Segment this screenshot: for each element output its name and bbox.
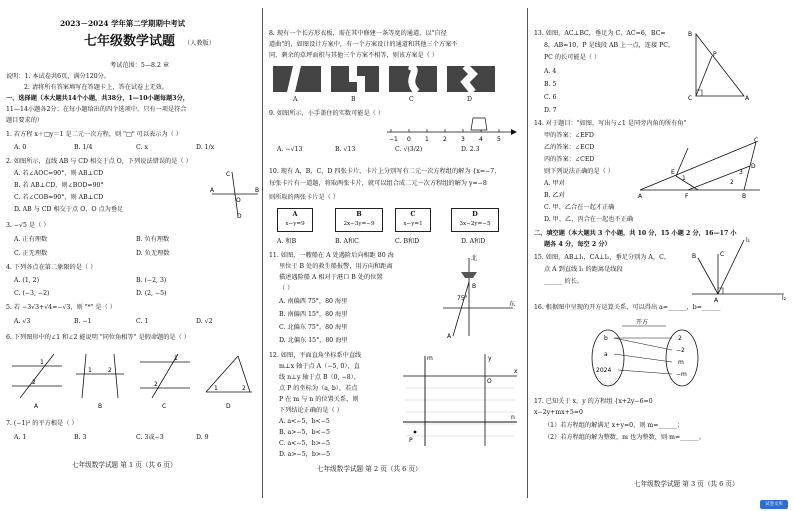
q12-line-2: m⊥x 轴于点 A（−5, 0），直 xyxy=(279,363,360,370)
q5-option-d: D. √2 xyxy=(196,318,213,325)
q12-point-p-label: P xyxy=(409,437,413,444)
q14-angle-2: 2 xyxy=(730,179,734,186)
q10-line-1: 10. 现有 A，B，C，D 四张卡片，卡片上分别写有二元一次方程组的解为 {x=−7， xyxy=(269,168,501,175)
q15-line-l2: l₂ xyxy=(782,295,787,302)
q1-option-d: D. 1/x xyxy=(196,144,215,151)
q14-option-b: B. 乙对 xyxy=(544,192,565,199)
card-d-equation: 3x−2y=−5 xyxy=(459,221,491,227)
card-d-head: D xyxy=(472,210,478,218)
instructions-1: 说明：1. 本试卷共6页，满分120分。 xyxy=(6,73,111,80)
q15-line-2: 点 A 到直线 l₁ 的距离是线段 xyxy=(544,266,623,273)
q14-option-a: A. 甲对 xyxy=(544,180,565,187)
q12-line-m-label: m xyxy=(427,355,433,362)
q12-coordinate-plane xyxy=(401,352,521,448)
svg-text:2: 2 xyxy=(242,385,246,392)
q6-label-d: D xyxy=(226,403,231,410)
svg-text:O: O xyxy=(236,197,241,204)
q11-option-d: D. 北偏东 15°，80 海里 xyxy=(279,337,348,344)
q6-label-a: A xyxy=(34,403,39,410)
section-2-line-1: 二、填空题（本大题共 3 个小题，共 10 分，15 小题 2 分，16—17 小 xyxy=(534,230,737,237)
q16-left-b: b xyxy=(604,335,608,342)
q5-option-a: A. √3 xyxy=(14,318,31,325)
q16-right-negm: −m xyxy=(676,371,687,378)
q9-tick-1: 1 xyxy=(425,136,429,143)
q10-option-d: D. A和D xyxy=(461,238,486,245)
q8-lawn-image-d xyxy=(447,66,495,92)
q17-line-2: x−2y+mx+5=0 xyxy=(534,409,583,416)
card-a-equation: x−y=9 xyxy=(285,221,305,227)
q11-line-1: 11. 如图，一艘船在 A 处遇险后向相距 80 海 xyxy=(269,252,394,259)
q7-option-c: C. 3或−3 xyxy=(136,434,164,441)
q13-point-b: B xyxy=(688,31,693,38)
q12-option-a: A. a<−5，b<−5 xyxy=(279,418,330,425)
q4-option-b: B. (−2, 3) xyxy=(136,277,167,284)
q2-option-c: C. 若∠COB=90°，则 AB⊥CD xyxy=(14,194,104,201)
q8-line-2: 道曲"的，如图设计方案中，有一个方案设计的通道和其他三个方案不 xyxy=(269,41,458,48)
q2-option-d: D. AB 与 CD 相交于点 O，O 点为垂足 xyxy=(14,206,124,213)
q16-mapping-diagram xyxy=(582,316,712,388)
page-3 xyxy=(530,0,794,511)
q14-option-c: C. 甲、乙合在一起才正确 xyxy=(544,204,615,211)
q9-tick-neg1: −1 xyxy=(389,136,398,143)
section-1-line-2: 11—14小题各2分；在每小题给出的四个选项中，只有一项是符合 xyxy=(6,106,187,113)
q15-point-a: A xyxy=(714,297,719,304)
svg-text:2: 2 xyxy=(32,379,36,386)
q11-line-4: （ ） xyxy=(279,285,294,292)
q6-label-b: B xyxy=(98,403,103,410)
edition-label: （人教版） xyxy=(184,40,215,47)
q12-option-c: C. a<−5，b>−5 xyxy=(279,440,330,447)
q10-option-c: C. B和D xyxy=(395,238,420,245)
q8-lawn-image-c xyxy=(389,66,437,92)
q1-option-c: C. x xyxy=(136,144,148,151)
svg-text:2: 2 xyxy=(154,381,158,388)
svg-text:A: A xyxy=(210,187,215,194)
q15-point-b: B xyxy=(692,253,697,260)
q12-origin-label: O xyxy=(487,378,492,385)
q8-label-d: D xyxy=(467,96,472,103)
page-1 xyxy=(0,0,264,511)
q1-option-a: A. 0 xyxy=(14,144,27,151)
q10-option-b: B. A和C xyxy=(335,238,359,245)
q1-option-b: B. 1/4 xyxy=(74,144,93,151)
q6-label-c: C xyxy=(162,403,167,410)
q2-option-b: B. 若 AB⊥CD，则∠BOD=90° xyxy=(14,182,104,189)
q10-line-2: 每张卡片有一道题，将取两张卡片，就可以组合成二元一次方程组的解为 y=−8 xyxy=(269,180,487,187)
q9-tick-4: 4 xyxy=(479,136,483,143)
q11-point-a-label: A xyxy=(447,333,452,340)
q12-line-4: 点 P 的坐标为（a, b），若点 xyxy=(279,385,358,392)
q3-option-d: D. 负无理数 xyxy=(136,250,170,257)
q5-option-c: C. 1 xyxy=(136,318,149,325)
q14-point-c: C xyxy=(754,137,759,144)
q10-card-b xyxy=(335,208,383,232)
q9-number-line xyxy=(387,118,517,142)
q12-x-axis-label: x xyxy=(514,368,518,375)
svg-text:B: B xyxy=(255,187,260,194)
q14-point-d: D xyxy=(751,163,756,170)
q7-option-b: B. 3 xyxy=(74,434,87,441)
q15-point-c: C xyxy=(720,251,725,258)
q13-point-p: P xyxy=(713,51,717,58)
q11-line-2: 里位于 B 处的救生船报警，用方向和距离 xyxy=(279,263,393,270)
q14-point-e: E xyxy=(671,169,675,176)
q14-answer-bing: 丙的答案：∠CED xyxy=(544,156,595,163)
svg-text:C: C xyxy=(226,171,231,178)
q9-tick-0: 0 xyxy=(407,136,411,143)
q8-lawn-image-b xyxy=(331,66,379,92)
q13-point-c: C xyxy=(688,95,693,102)
q13-option-b: B. 5 xyxy=(544,81,557,88)
q16-left-2024: 2024 xyxy=(596,367,612,374)
q12-option-b: B. a>−5，b<−5 xyxy=(279,429,330,436)
q16-right-2: 2 xyxy=(678,335,682,342)
q8-label-b: B xyxy=(351,96,356,103)
q14-answer-yi: 乙的答案：∠ECD xyxy=(544,144,595,151)
hand-icon xyxy=(471,118,487,130)
q13-point-a: A xyxy=(745,95,750,102)
q14-point-a: A xyxy=(638,193,643,200)
q15-figure xyxy=(690,234,790,302)
q14-point-b: B xyxy=(742,193,747,200)
card-b-equation: 2x−3y=−9 xyxy=(343,221,375,227)
q10-line-3: 则所取的两张卡片是（ ） xyxy=(269,194,340,201)
q9-tick-3: 3 xyxy=(461,136,465,143)
q3-option-b: B. 负有理数 xyxy=(136,236,170,243)
q8-line-1: 8. 现有一个长方形衣板，需在其中修建一条等宽的通道，以"自径 xyxy=(269,30,447,37)
q9-option-c: C. √(3/2) xyxy=(395,146,423,153)
q2-option-a: A. 若∠AOC=90°，则 AB⊥CD xyxy=(14,170,104,177)
q14-line-1: 14. 对于题目："如图，写出与∠1 是同旁内角的所有角" xyxy=(534,120,687,127)
svg-text:1: 1 xyxy=(88,367,92,374)
q9-option-b: B. √13 xyxy=(335,146,356,153)
q12-line-6: 下列结论正确的是（ ） xyxy=(279,407,343,414)
q7-option-a: A. 1 xyxy=(14,434,27,441)
q13-option-c: C. 6 xyxy=(544,94,557,101)
page-3-footer: 七年级数学试题 第 3 页（共 6 页） xyxy=(634,480,739,488)
instructions-2: 2. 请将所有答案填写在答题卡上，答在试卷上无效。 xyxy=(24,84,168,91)
q9-option-d: D. 2.3 xyxy=(461,146,480,153)
q14-point-f: F xyxy=(685,193,689,200)
q9-tick-2: 2 xyxy=(443,136,447,143)
q11-option-b: B. 南偏西 15°，80 海里 xyxy=(279,311,348,318)
q12-line-n-label: n xyxy=(511,414,515,421)
q14-line-2: 则下列说法正确的是（ ） xyxy=(544,168,615,175)
q11-east-label: 东 xyxy=(509,301,516,308)
q8-lawn-image-a xyxy=(273,66,321,92)
q4-option-d: D. (2, −5) xyxy=(136,290,167,297)
ship-icon xyxy=(461,272,477,278)
q11-angle-label: 75° xyxy=(457,295,468,302)
card-c-equation: x−y=1 xyxy=(403,221,423,227)
question-7: 7. (−1)² 的平方根是（ ） xyxy=(6,420,78,427)
subject-title: 七年级数学试题 xyxy=(84,34,176,49)
question-6: 6. 下列图形中的∠1 和∠2 能说明 "同位角相等" 是假命题的是（ ） xyxy=(6,334,190,341)
q3-option-a: A. 正有理数 xyxy=(14,236,48,243)
q8-line-3: 同，剩余的草坪面积与其他三个方案不相等，则该方案是（ ） xyxy=(269,52,439,59)
q14-answer-jia: 甲的答案：∠EFD xyxy=(544,132,594,139)
q9-option-a: A. −√13 xyxy=(277,146,303,153)
q13-option-a: A. 4 xyxy=(544,68,557,75)
q4-option-a: A. (1, 2) xyxy=(14,277,40,284)
q17-part-2: （2）若方程组的解为整数，m 也为整数，则 m=______。 xyxy=(544,434,705,441)
q12-line-1: 12. 如图，平面直角坐标系中直线 xyxy=(269,352,362,359)
q12-option-d: D. a>−5，b>−5 xyxy=(279,451,331,458)
q6-angle-figures xyxy=(10,352,260,412)
q11-option-c: C. 北偏东 75°，80 海里 xyxy=(279,324,348,331)
svg-text:D: D xyxy=(237,213,242,220)
q10-card-d xyxy=(451,208,499,232)
q14-option-d: D. 甲、乙、丙合在一起也不正确 xyxy=(544,216,634,223)
q9-tick-5: 5 xyxy=(497,136,501,143)
svg-text:1: 1 xyxy=(174,355,178,362)
q2-intersecting-lines-figure xyxy=(210,170,260,220)
q14-figure xyxy=(638,138,762,200)
q16-title: 开方 xyxy=(636,319,649,326)
q13-line-2: 8，AB=10，P 是线段 AB 上一点，连接 PC， xyxy=(544,42,675,49)
question-16: 16. 根据图中呈现的开方运算关系，可以得出 a=______，b=______ xyxy=(534,304,721,311)
q13-option-d: D. 7 xyxy=(544,107,557,114)
q15-line-1: 15. 如图，AB⊥l₁，CA⊥l₂，垂足分别为 A，C， xyxy=(534,254,671,261)
page-2-footer: 七年级数学试题 第 2 页（共 6 页） xyxy=(317,465,422,473)
q13-triangle-figure xyxy=(686,30,756,102)
q3-option-c: C. 正无理数 xyxy=(14,250,48,257)
q10-option-a: A. 和B xyxy=(277,238,297,245)
watermark-badge: 试卷文库 xyxy=(760,500,788,509)
card-b-head: B xyxy=(356,210,362,218)
page-2 xyxy=(265,0,529,511)
q12-y-axis-label: y xyxy=(488,355,492,362)
q17-part-1: （1）若方程组的解满足 x+y=0，则 m=______； xyxy=(544,422,684,429)
svg-text:2: 2 xyxy=(108,367,112,374)
card-c-head: C xyxy=(410,210,416,218)
question-3: 3. −√5 是（ ） xyxy=(6,222,50,229)
q8-label-a: A xyxy=(293,96,298,103)
question-9: 9. 如图所示，小手盖住的实数可能是（ ） xyxy=(269,110,385,117)
q17-line-1: 17. 已知关于 x，y 的方程组 {x+2y−6=0 xyxy=(534,398,653,405)
q8-label-c: C xyxy=(409,96,414,103)
q11-point-b-label: B xyxy=(472,283,477,290)
section-1-line-3: 题目要求的） xyxy=(6,117,44,124)
q14-angle-3: 3 xyxy=(739,169,743,176)
q16-right-neg2: −2 xyxy=(676,347,685,354)
svg-text:1: 1 xyxy=(214,385,218,392)
q16-right-m: m xyxy=(678,359,684,366)
question-1: 1. 若方程 x＋□y＝1 是二元一次方程，则 "□" 可以表示为（ ） xyxy=(6,131,182,138)
q13-line-1: 13. 如图，AC⊥BC，垂足为 C，AC=6，BC= xyxy=(534,30,666,37)
question-2: 2. 如图所示，直线 AB 与 CD 相交于点 O，下列说法错误的是（ ） xyxy=(6,158,192,165)
q15-line-3: ______ 的长。 xyxy=(544,278,584,285)
q4-option-c: C. (−3, −2) xyxy=(14,290,50,297)
section-1-line-1: 一、选择题（本大题共14个小题，共38分，1—10小题每题3分， xyxy=(6,95,189,102)
question-5: 5. 若 −3√3+√4=−√3，则 "*" 是（ ） xyxy=(6,304,116,311)
q11-compass-figure xyxy=(439,252,519,340)
q13-line-3: PC 的长可能是（ ） xyxy=(544,54,601,61)
q7-option-d: D. 9 xyxy=(196,434,209,441)
question-4: 4. 下列各点在第二象限的是（ ） xyxy=(6,264,97,271)
column-divider-1 xyxy=(262,8,263,498)
q11-option-a: A. 南偏西 75°，80 海里 xyxy=(279,298,348,305)
q5-option-b: B. −1 xyxy=(74,318,92,325)
exam-scope: 考试范围：5—8.2 章 xyxy=(110,62,170,69)
q11-line-3: 描述遇险船 A 相对于港口 B 处的位置 xyxy=(279,274,383,281)
card-a-head: A xyxy=(292,210,298,218)
q16-left-a: a xyxy=(604,351,608,358)
section-2-line-2: 题各 4 分，每空 2 分） xyxy=(544,241,611,248)
q10-card-a xyxy=(277,208,313,232)
exam-title: 2023－2024 学年第二学期期中考试 xyxy=(60,19,186,28)
q12-line-5: P 在 m 与 n 的位置关系，则 xyxy=(279,396,359,403)
svg-text:1: 1 xyxy=(40,359,44,366)
q10-card-c xyxy=(395,208,431,232)
q15-line-l1: l₁ xyxy=(746,237,751,244)
q11-north-label: 北 xyxy=(471,255,478,262)
q14-angle-1: 1 xyxy=(682,175,686,182)
q12-line-3: 线 n⊥y 轴于点 B（0, −8）， xyxy=(279,374,360,381)
page-1-footer: 七年级数学试题 第 1 页（共 6 页） xyxy=(72,461,177,469)
